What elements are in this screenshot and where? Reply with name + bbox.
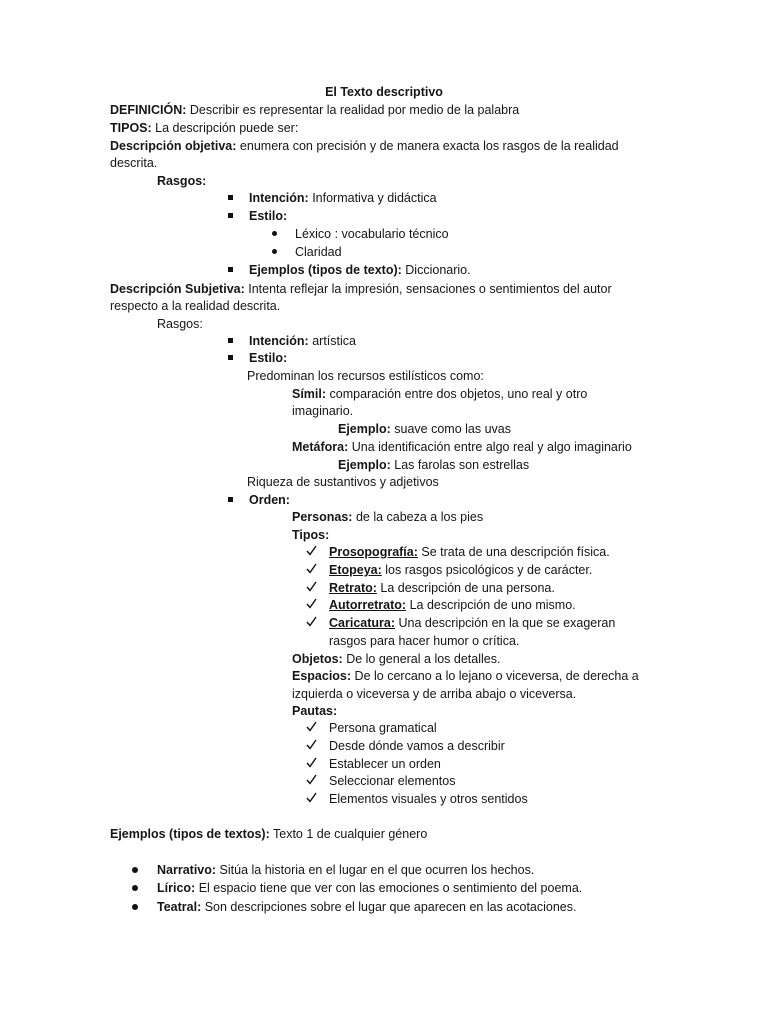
type-text: La descripción de una persona. (380, 581, 555, 595)
style-subitem-text: Léxico : vocabulario técnico (295, 227, 449, 241)
examples-heading (110, 826, 427, 843)
guideline-item (306, 738, 505, 755)
type-label: Retrato: (329, 581, 377, 595)
types-text: La descripción puede ser: (155, 121, 299, 135)
check-icon (306, 774, 317, 785)
type-label: Etopeya: (329, 563, 382, 577)
guideline-text: Desde dónde vamos a describir (329, 739, 505, 753)
check-icon (306, 757, 317, 768)
example-item-label: Teatral: (157, 900, 202, 914)
subjective-label: Descripción Subjetiva: (110, 282, 245, 296)
type-item (306, 544, 610, 561)
intention-label: Intención: (249, 191, 309, 205)
check-icon (306, 721, 317, 732)
examples-heading-label: Ejemplos (tipos de textos): (110, 827, 270, 841)
check-icon (306, 598, 317, 609)
check-icon (306, 545, 317, 556)
richness-line: Riqueza de sustantivos y adjetivos (247, 475, 439, 489)
persons-text: de la cabeza a los pies (355, 510, 484, 524)
type-item (306, 562, 592, 579)
subjective-text-cont: respecto a la realidad descrita. (110, 299, 281, 313)
spaces-text: De lo cercano a lo lejano o viceversa, de derecha a (354, 669, 639, 683)
square-bullet-icon (228, 195, 233, 200)
check-icon (306, 581, 317, 592)
square-bullet-icon (228, 497, 233, 502)
definition-text: Describir es representar la realidad por medio de la palabra (189, 103, 520, 117)
definition-label: DEFINICIÓN: (110, 103, 187, 117)
example-item (132, 899, 576, 916)
style-label: Estilo: (249, 351, 288, 365)
example-item-label: Narrativo: (157, 863, 217, 877)
guideline-text: Seleccionar elementos (329, 774, 456, 788)
example-label: Ejemplo: (338, 422, 391, 436)
round-bullet-icon (272, 249, 277, 254)
type-text: La descripción de uno mismo. (409, 598, 576, 612)
examples-heading-text: Texto 1 de cualquier género (273, 827, 428, 841)
metaphor-example (338, 457, 529, 474)
guideline-item (306, 791, 528, 808)
type-text: Se trata de una descripción física. (421, 545, 610, 559)
example-text: Las farolas son estrellas (394, 458, 530, 472)
guidelines-label: Pautas: (292, 704, 338, 718)
examples-label: Ejemplos (tipos de texto): (249, 263, 402, 277)
persons-label: Personas: (292, 510, 353, 524)
round-bullet-icon (132, 904, 138, 910)
type-item (306, 580, 555, 597)
example-item-text: Son descripciones sobre el lugar que aparecen en las acotaciones. (204, 900, 577, 914)
guideline-item (306, 773, 455, 790)
intention-label: Intención: (249, 334, 309, 348)
example-item (132, 862, 534, 879)
type-label: Autorretrato: (329, 598, 407, 612)
square-bullet-icon (228, 355, 233, 360)
round-bullet-icon (132, 885, 138, 891)
metaphor-label: Metáfora: (292, 440, 349, 454)
objective-text-cont: descrita. (110, 156, 158, 170)
type-text: los rasgos psicológicos y de carácter. (385, 563, 593, 577)
persons-line (292, 509, 483, 526)
subjective-intention-item (228, 333, 356, 350)
example-item-text: El espacio tiene que ver con las emociones o sentimiento del poema. (198, 881, 583, 895)
objective-intention-item (228, 190, 437, 207)
guideline-text: Establecer un orden (329, 757, 441, 771)
objective-rasgos-label: Rasgos: (157, 174, 207, 188)
style-subitem-text: Claridad (295, 245, 342, 259)
types-label: TIPOS: (110, 121, 152, 135)
spaces-text-cont: izquierda o viceversa y de arriba abajo o viceversa. (292, 687, 577, 701)
objective-heading (110, 138, 619, 155)
style-subitem (272, 226, 449, 243)
type-item (306, 597, 576, 614)
check-icon (306, 739, 317, 750)
guideline-item (306, 720, 437, 737)
simile-text-cont: imaginario. (292, 404, 354, 418)
example-text: suave como las uvas (394, 422, 512, 436)
objects-label: Objetos: (292, 652, 343, 666)
examples-text: Diccionario. (405, 263, 471, 277)
check-icon (306, 792, 317, 803)
order-label: Orden: (249, 493, 290, 507)
metaphor-line (292, 439, 632, 456)
example-label: Ejemplo: (338, 458, 391, 472)
types-line (110, 120, 298, 137)
objects-text: De lo general a los detalles. (346, 652, 501, 666)
subjective-heading (110, 281, 612, 298)
square-bullet-icon (228, 338, 233, 343)
subjective-style-item (228, 350, 287, 367)
objective-label: Descripción objetiva: (110, 139, 237, 153)
square-bullet-icon (228, 267, 233, 272)
type-label: Prosopografía: (329, 545, 418, 559)
round-bullet-icon (132, 867, 138, 873)
type-label: Caricatura: (329, 616, 395, 630)
document-title: El Texto descriptivo (325, 85, 443, 99)
type-item (306, 615, 615, 632)
subjective-rasgos-label: Rasgos: (157, 317, 203, 331)
example-item-text: Sitúa la historia en el lugar en el que ocurren los hechos. (219, 863, 535, 877)
simile-text: comparación entre dos objetos, uno real y otro (329, 387, 588, 401)
objective-examples-item (228, 262, 471, 279)
type-text-cont: rasgos para hacer humor o crítica. (329, 634, 520, 648)
intention-text: Informativa y didáctica (312, 191, 437, 205)
guideline-item (306, 756, 441, 773)
types-sublabel: Tipos: (292, 528, 330, 542)
style-intro: Predominan los recursos estilísticos como: (247, 369, 484, 383)
order-item (228, 492, 290, 509)
check-icon (306, 616, 317, 627)
guideline-text: Elementos visuales y otros sentidos (329, 792, 528, 806)
subjective-text: Intenta reflejar la impresión, sensaciones o sentimientos del autor (248, 282, 612, 296)
check-icon (306, 563, 317, 574)
example-item (132, 880, 582, 897)
round-bullet-icon (272, 231, 277, 236)
definition-line (110, 102, 519, 119)
example-item-label: Lírico: (157, 881, 196, 895)
square-bullet-icon (228, 213, 233, 218)
simile-line (292, 386, 587, 403)
style-subitem (272, 244, 342, 261)
guideline-text: Persona gramatical (329, 721, 437, 735)
metaphor-text: Una identificación entre algo real y algo imaginario (351, 440, 632, 454)
objective-text: enumera con precisión y de manera exacta los rasgos de la realidad (239, 139, 619, 153)
spaces-line (292, 668, 639, 685)
style-label: Estilo: (249, 209, 288, 223)
objective-style-item (228, 208, 287, 225)
simile-example (338, 421, 511, 438)
simile-label: Símil: (292, 387, 327, 401)
intention-text: artística (312, 334, 356, 348)
spaces-label: Espacios: (292, 669, 352, 683)
type-text: Una descripción en la que se exageran (398, 616, 616, 630)
objects-line (292, 651, 500, 668)
